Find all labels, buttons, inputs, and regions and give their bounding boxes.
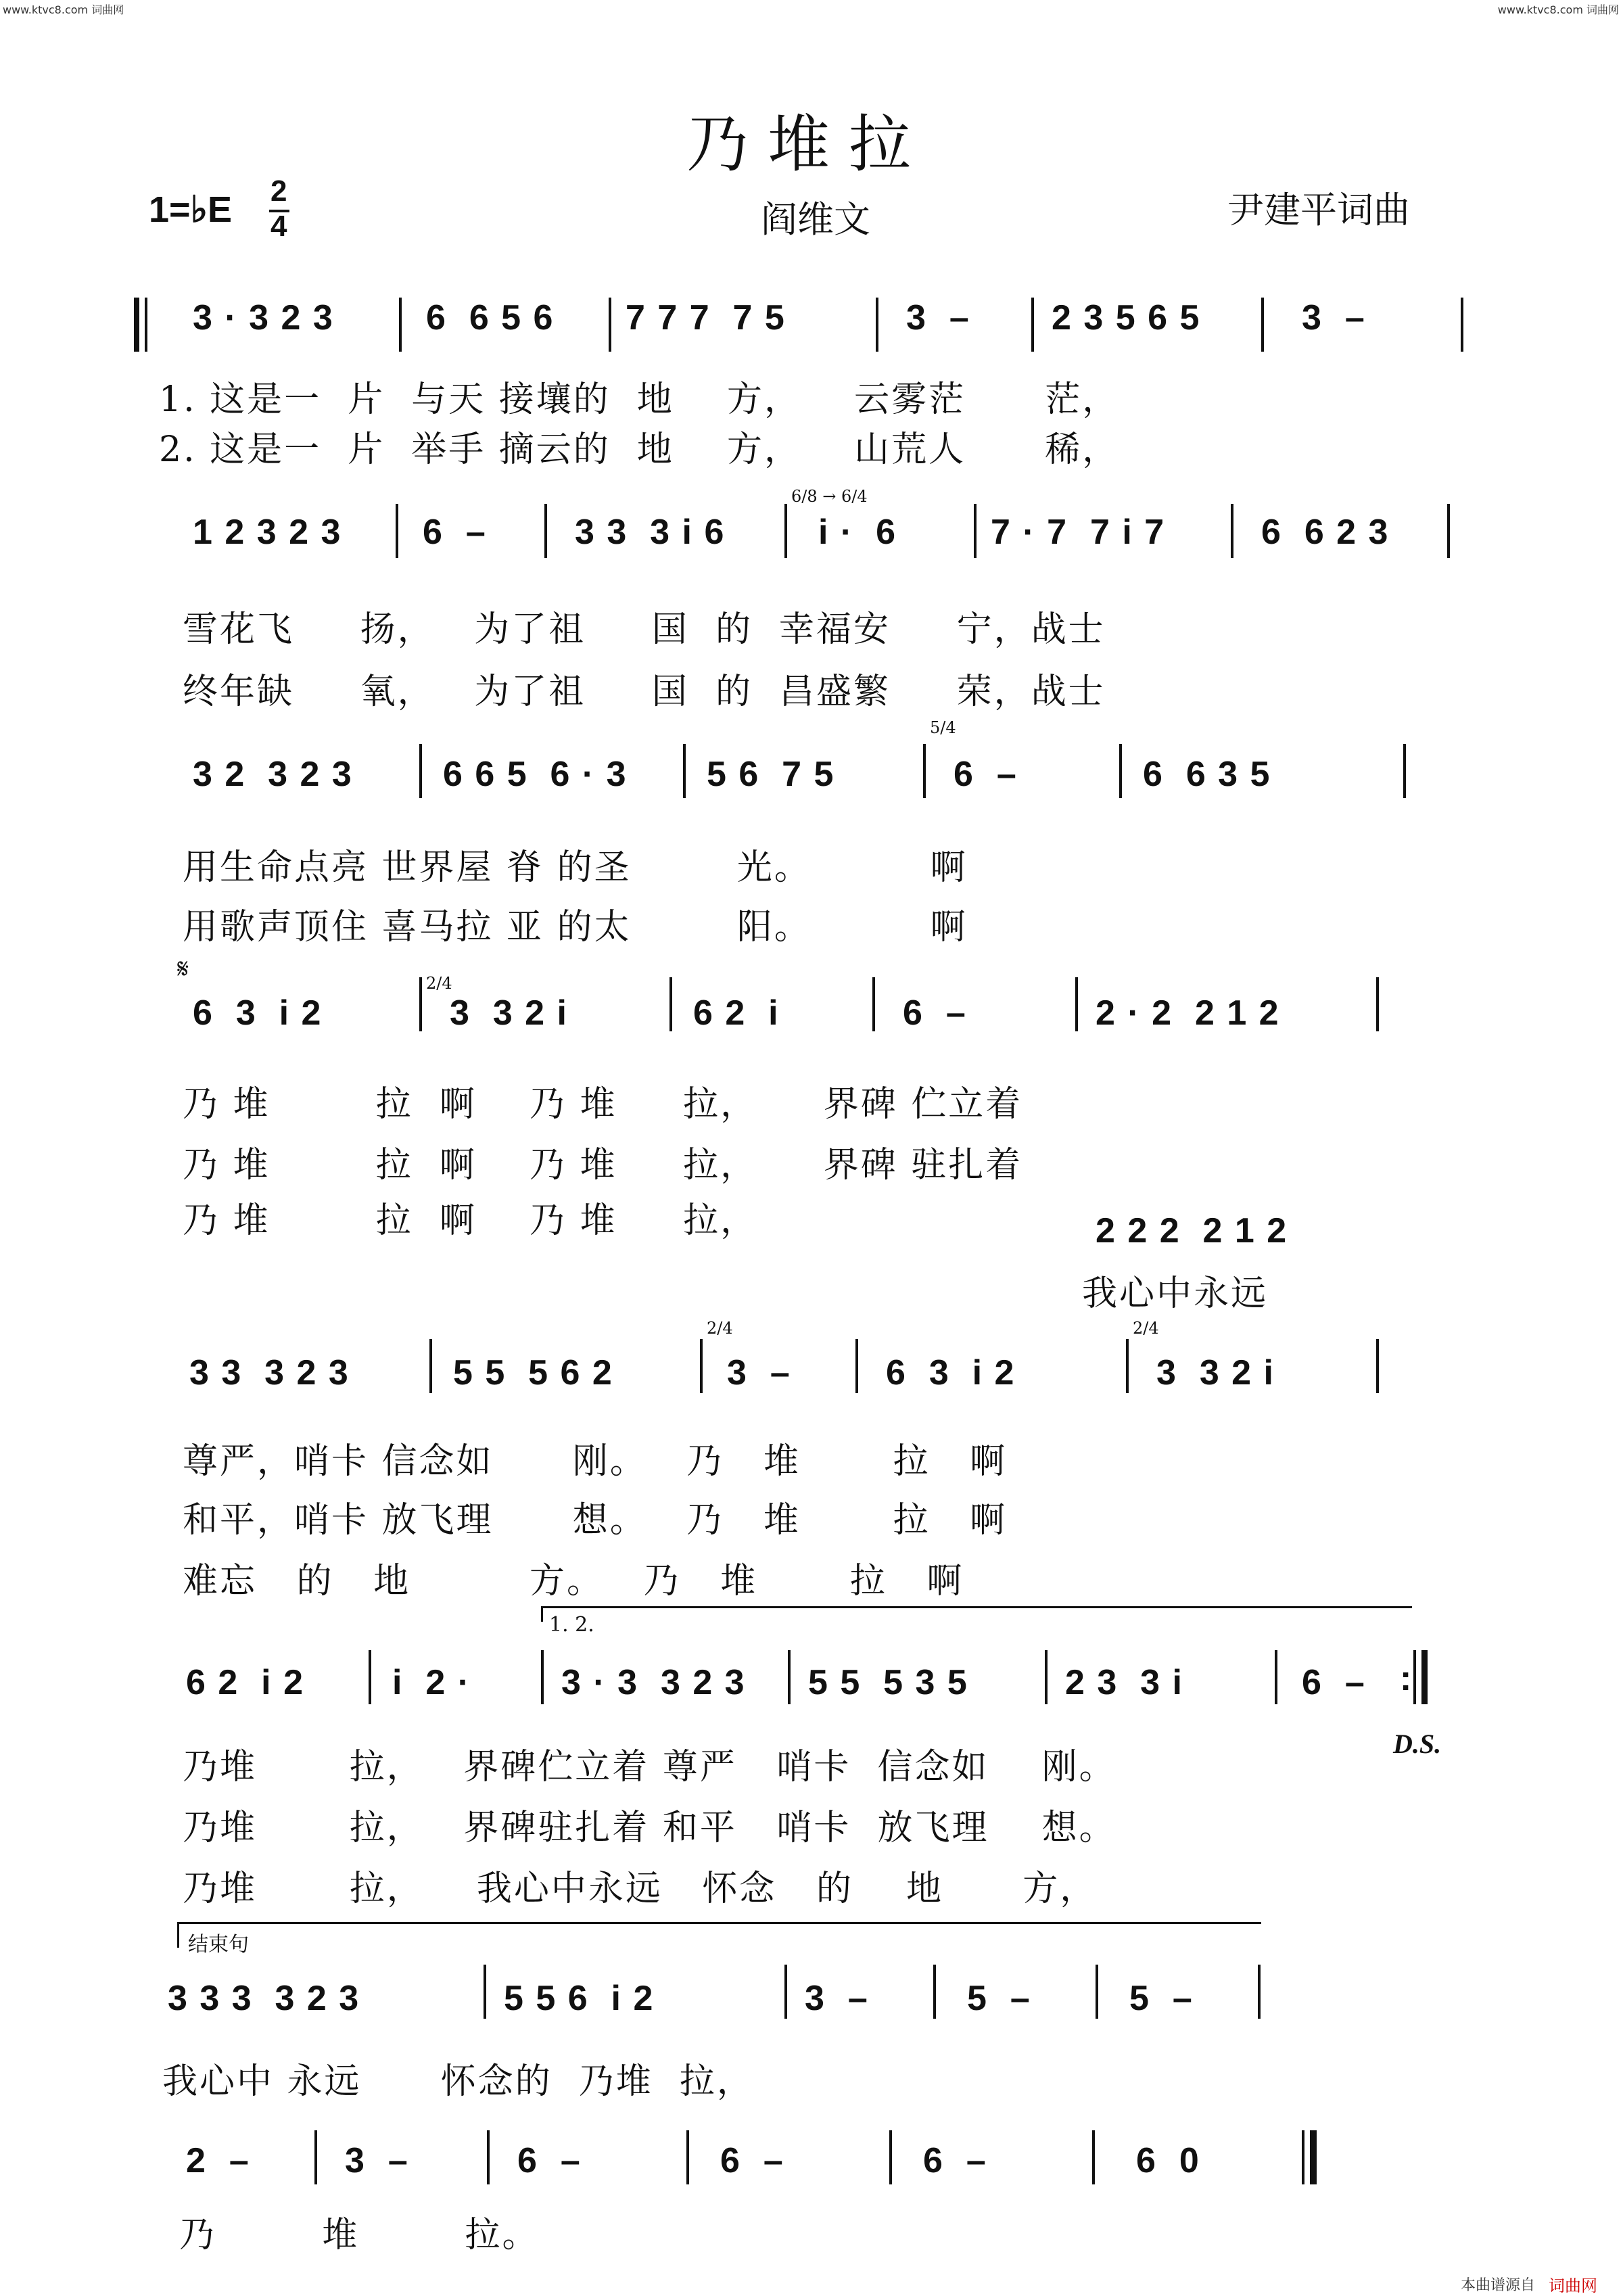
lyricist: 阎维文 bbox=[761, 198, 870, 241]
volta-bracket bbox=[541, 1606, 1412, 1622]
measure-notes: 5 6 7 5 bbox=[707, 755, 835, 794]
meter-change: 2/4 bbox=[1133, 1319, 1159, 1338]
barline bbox=[1126, 1339, 1129, 1393]
measure-notes: i · 6 bbox=[818, 513, 897, 552]
lyric-line: 乃 堆 拉 啊 乃 堆 拉， bbox=[183, 1200, 758, 1241]
lyric-line: 乃堆 拉， 界碑伫立着 尊严 哨卡 信念如 刚。 bbox=[183, 1747, 1116, 1787]
lyric-line: 乃 堆 拉 啊 乃 堆 拉， 界碑 驻扎着 bbox=[183, 1145, 1023, 1186]
lyric-line: 2. 这是一 片 举手 摘云的 地 方， 山荒人 稀， bbox=[159, 429, 1120, 470]
alternate-notes: 2 2 2 2 1 2 bbox=[1096, 1211, 1288, 1250]
repeat-start-barline bbox=[134, 298, 139, 352]
measure-notes: 3 · 3 3 2 3 bbox=[561, 1663, 746, 1702]
measure-notes: 3 – bbox=[727, 1353, 791, 1392]
measure-notes: 6 – bbox=[923, 2141, 987, 2180]
song-title: 乃堆拉 bbox=[686, 108, 931, 181]
barline bbox=[855, 1339, 858, 1393]
measure-notes: 6 0 bbox=[1136, 2141, 1200, 2180]
barline bbox=[872, 977, 875, 1031]
measure-notes: 3 3 2 i bbox=[1156, 1353, 1275, 1392]
measure-notes: 6 – bbox=[720, 2141, 784, 2180]
measure-notes: 5 5 5 3 5 bbox=[808, 1663, 968, 1702]
barline bbox=[1096, 1965, 1098, 2019]
measure-notes: 6 6 5 6 · 3 bbox=[443, 755, 628, 794]
measure-notes: 6 2 i bbox=[693, 993, 780, 1033]
ending-label: 结束句 bbox=[188, 1933, 249, 1957]
barline bbox=[933, 1965, 936, 2019]
measure-notes: 6 3 i 2 bbox=[193, 993, 323, 1033]
barline bbox=[544, 504, 547, 558]
meter-change: 5/4 bbox=[930, 718, 956, 737]
meter-change: 6/8 → 6/4 bbox=[791, 487, 868, 506]
measure-notes: 6 3 i 2 bbox=[886, 1353, 1016, 1392]
time-signature-top: 2 bbox=[270, 174, 287, 208]
barline bbox=[1376, 977, 1379, 1031]
measure-notes: 6 – bbox=[903, 993, 967, 1033]
lyric-line: 难忘 的 地 方。 乃 堆 拉 啊 bbox=[183, 1561, 964, 1601]
measure-notes: 5 5 6 i 2 bbox=[504, 1979, 655, 2018]
final-barline-thick bbox=[1310, 2130, 1317, 2184]
barline bbox=[1275, 1650, 1277, 1704]
barline bbox=[399, 298, 402, 352]
barline bbox=[1376, 1339, 1379, 1393]
alternate-lyric: 我心中永远 bbox=[1082, 1273, 1269, 1314]
footer-source-text: 本曲谱源自 bbox=[1461, 2277, 1536, 2294]
barline bbox=[788, 1650, 791, 1704]
measure-notes: 3 2 3 2 3 bbox=[193, 755, 353, 794]
measure-notes: 3 · 3 2 3 bbox=[193, 298, 334, 337]
lyric-line: 终年缺 氧， 为了祖 国 的 昌盛繁 荣，战士 bbox=[183, 672, 1106, 712]
measure-notes: 7 7 7 7 5 bbox=[626, 298, 786, 337]
measure-notes: i 2 · bbox=[392, 1663, 471, 1702]
lyric-line: 乃堆 拉， 我心中永远 怀念 的 地 方， bbox=[183, 1869, 1098, 1909]
lyric-line: 我心中 永远 怀念的 乃堆 拉， bbox=[162, 2061, 754, 2102]
measure-notes: 3 3 2 i bbox=[450, 993, 568, 1033]
measure-notes: 6 – bbox=[954, 755, 1018, 794]
lyric-line: 乃堆 拉， 界碑驻扎着 和平 哨卡 放飞理 想。 bbox=[183, 1808, 1116, 1848]
measure-notes: 6 – bbox=[517, 2141, 582, 2180]
barline bbox=[686, 2130, 689, 2184]
barline bbox=[1092, 2130, 1095, 2184]
barline bbox=[784, 504, 787, 558]
barline bbox=[1258, 1965, 1261, 2019]
barline bbox=[429, 1339, 432, 1393]
measure-notes: 3 – bbox=[906, 298, 970, 337]
barline bbox=[145, 298, 147, 352]
measure-notes: 3 – bbox=[1302, 298, 1366, 337]
barline bbox=[541, 1650, 544, 1704]
barline bbox=[487, 2130, 490, 2184]
barline bbox=[784, 1965, 787, 2019]
ending-bracket bbox=[177, 1922, 1261, 1948]
measure-notes: 2 – bbox=[186, 2141, 250, 2180]
barline bbox=[889, 2130, 892, 2184]
measure-notes: 2 3 3 i bbox=[1065, 1663, 1183, 1702]
measure-notes: 6 6 2 3 bbox=[1261, 513, 1390, 552]
meter-change: 2/4 bbox=[426, 974, 452, 993]
barline bbox=[1231, 504, 1233, 558]
watermark-top-right: www.ktvc8.com 词曲网 bbox=[1497, 3, 1619, 16]
measure-notes: 6 – bbox=[423, 513, 487, 552]
measure-notes: 6 6 3 5 bbox=[1143, 755, 1271, 794]
barline bbox=[314, 2130, 317, 2184]
lyric-line: 尊严，哨卡 信念如 刚。 乃 堆 拉 啊 bbox=[183, 1441, 1008, 1482]
barline bbox=[669, 977, 672, 1031]
measure-notes: 5 – bbox=[1129, 1979, 1194, 2018]
measure-notes: 6 2 i 2 bbox=[186, 1663, 304, 1702]
volta-label: 1. 2. bbox=[549, 1613, 594, 1637]
barline bbox=[1261, 298, 1264, 352]
measure-notes: 6 – bbox=[1302, 1663, 1366, 1702]
lyric-line: 雪花飞 扬， 为了祖 国 的 幸福安 宁，战士 bbox=[183, 609, 1106, 650]
measure-notes: 3 3 3 2 3 bbox=[189, 1353, 350, 1392]
footer-logo: 词曲网 bbox=[1549, 2276, 1597, 2295]
barline bbox=[1461, 298, 1463, 352]
barline bbox=[1031, 298, 1034, 352]
lyric-line: 和平，哨卡 放飞理 想。 乃 堆 拉 啊 bbox=[183, 1500, 1008, 1541]
barline bbox=[1075, 977, 1078, 1031]
lyric-line: 1. 这是一 片 与天 接壤的 地 方， 云雾茫 茫， bbox=[159, 379, 1120, 420]
barline bbox=[700, 1339, 703, 1393]
barline bbox=[484, 1965, 486, 2019]
barline bbox=[1403, 744, 1406, 798]
measure-notes: 6 6 5 6 bbox=[426, 298, 555, 337]
barline bbox=[609, 298, 611, 352]
measure-notes: 2 3 5 6 5 bbox=[1052, 298, 1201, 337]
measure-notes: 1 2 3 2 3 bbox=[193, 513, 342, 552]
lyric-line: 乃 堆 拉。 bbox=[179, 2215, 540, 2255]
measure-notes: 3 – bbox=[345, 2141, 409, 2180]
final-barline bbox=[1302, 2130, 1304, 2184]
repeat-end-barline-thick bbox=[1421, 1650, 1428, 1704]
composer: 尹建平词曲 bbox=[1227, 189, 1410, 231]
measure-notes: 3 3 3 i 6 bbox=[575, 513, 726, 552]
barline bbox=[369, 1650, 371, 1704]
key-signature: 1=♭E bbox=[149, 189, 233, 230]
lyric-line: 用歌声顶住 喜马拉 亚 的太 阳。 啊 bbox=[183, 907, 968, 947]
meter-change: 2/4 bbox=[707, 1319, 733, 1338]
lyric-line: 乃 堆 拉 啊 乃 堆 拉， 界碑 伫立着 bbox=[183, 1084, 1023, 1125]
barline bbox=[1045, 1650, 1048, 1704]
time-signature-bottom: 4 bbox=[270, 210, 287, 243]
measure-notes: 5 5 5 6 2 bbox=[453, 1353, 613, 1392]
dal-segno-mark: D.S. bbox=[1393, 1729, 1442, 1759]
barline bbox=[923, 744, 926, 798]
measure-notes: 7 · 7 7 i 7 bbox=[991, 513, 1166, 552]
measure-notes: 3 3 3 3 2 3 bbox=[168, 1979, 360, 2018]
measure-notes: 3 – bbox=[805, 1979, 869, 2018]
measure-notes: 2 · 2 2 1 2 bbox=[1096, 993, 1280, 1033]
barline bbox=[974, 504, 977, 558]
barline bbox=[396, 504, 398, 558]
barline bbox=[419, 977, 422, 1031]
barline bbox=[683, 744, 686, 798]
segno-icon: 𝄋 bbox=[177, 954, 191, 985]
barline bbox=[1119, 744, 1122, 798]
barline bbox=[1447, 504, 1450, 558]
barline bbox=[876, 298, 878, 352]
watermark-top-left: www.ktvc8.com 词曲网 bbox=[3, 3, 124, 16]
repeat-end-dots: : bbox=[1400, 1659, 1413, 1698]
measure-notes: 5 – bbox=[967, 1979, 1031, 2018]
lyric-line: 用生命点亮 世界屋 脊 的圣 光。 啊 bbox=[183, 847, 968, 888]
repeat-end-barline bbox=[1413, 1650, 1416, 1704]
barline bbox=[419, 744, 422, 798]
